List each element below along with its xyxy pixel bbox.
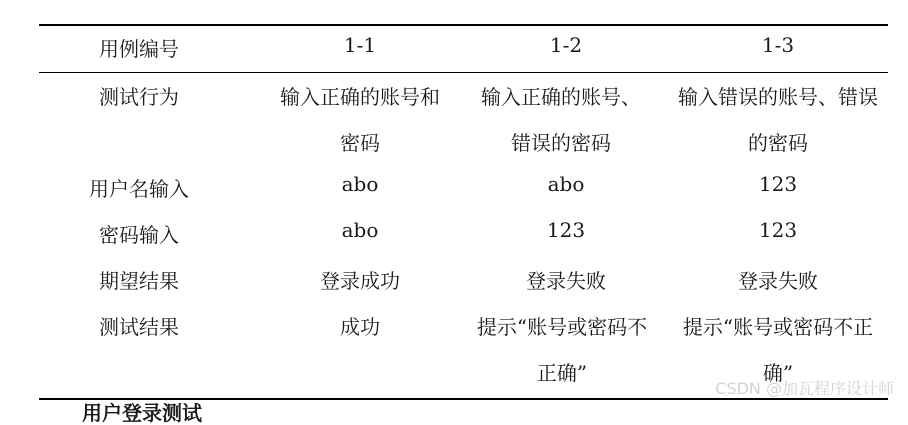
row-label-expected-result: 期望结果 <box>99 269 179 293</box>
header-case-1-1: 1-1 <box>343 33 377 57</box>
cell-username-1-1: abo <box>341 172 379 196</box>
cell-action-1-3: 输入错误的账号、错误的密码 <box>678 85 878 155</box>
cell-action-1-2: 输入正确的账号、错误的密码 <box>481 85 641 155</box>
cell-expected-1-3: 登录失败 <box>738 269 818 293</box>
cell-username-1-2: abo <box>547 172 585 196</box>
cell-action-1-1: 输入正确的账号和密码 <box>280 85 440 155</box>
cell-username-1-3: 123 <box>758 172 798 196</box>
cell-result-1-3: 提示“账号或密码不正确” <box>682 315 874 385</box>
header-case-1-2: 1-2 <box>549 33 583 57</box>
cell-result-1-2: 提示“账号或密码不正确” <box>476 315 648 385</box>
csdn-watermark: CSDN @加瓦程序设计师 <box>715 379 894 398</box>
cell-password-1-3: 123 <box>758 218 798 242</box>
cell-expected-1-1: 登录成功 <box>320 269 400 293</box>
cell-password-1-2: 123 <box>546 218 586 242</box>
cell-result-1-1: 成功 <box>340 315 380 339</box>
cell-expected-1-2: 登录失败 <box>526 269 606 293</box>
table-header-rule <box>39 72 888 73</box>
row-label-test-result: 测试结果 <box>99 315 179 339</box>
row-label-password-input: 密码输入 <box>99 223 179 247</box>
header-case-1-3: 1-3 <box>761 33 795 57</box>
row-label-username-input: 用户名输入 <box>89 177 189 201</box>
next-section-heading: 用户登录测试 <box>82 401 202 425</box>
header-case-id: 用例编号 <box>99 37 179 61</box>
row-label-test-action: 测试行为 <box>99 85 179 109</box>
cell-password-1-1: abo <box>341 218 379 242</box>
